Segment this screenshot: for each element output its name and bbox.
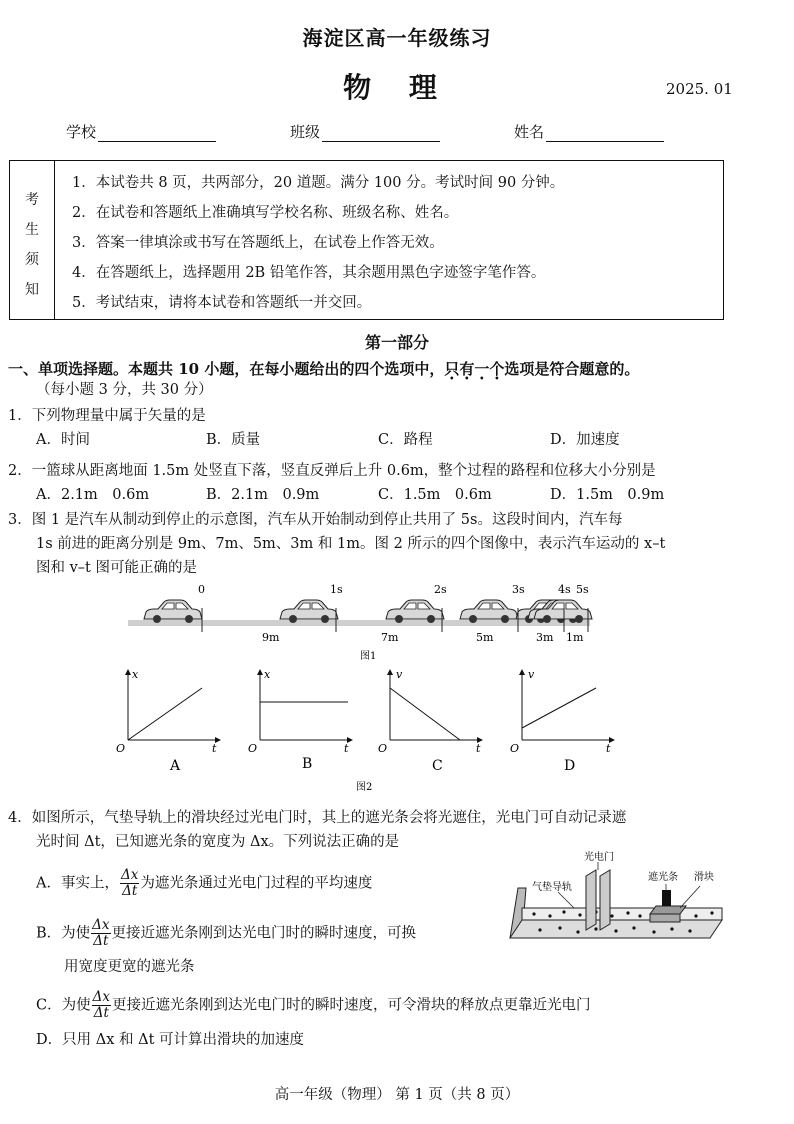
name-field — [514, 121, 664, 142]
figure-2-graphs — [108, 664, 628, 794]
graph-c-x-axis-label: t — [476, 742, 481, 755]
graph-a-y-axis-label: x — [132, 668, 139, 681]
notice-side-char: 知 — [25, 282, 39, 298]
q4-option-b-prefix: B．为使 — [36, 925, 91, 942]
q1-option-a[interactable]: A．时间 — [36, 432, 90, 448]
shading-strip-label: 遮光条 — [648, 872, 678, 883]
graph-d-origin: O — [510, 742, 520, 755]
photogate-label: 光电门 — [584, 852, 614, 863]
time-mark: 4s — [558, 583, 571, 596]
emphasis-char: 一 — [474, 360, 490, 378]
notice-side-label — [10, 161, 55, 319]
fraction-numerator: Δx — [120, 867, 139, 883]
figure-1-caption: 图1 — [360, 651, 377, 662]
class-label: 班级 — [290, 123, 321, 141]
graph-c-line — [390, 688, 460, 740]
notice-item: 3．答案一律填涂或书写在答题纸上，在试卷上作答无效。 — [72, 235, 444, 251]
figure-2-caption: 图2 — [356, 782, 373, 793]
section-heading-main: 一、单项选择题。本题共 10 小题，在每小题给出的四个选项中， — [8, 360, 445, 378]
q1-option-d[interactable]: D．加速度 — [550, 432, 620, 448]
notice-side-char: 生 — [25, 222, 39, 238]
class-field — [290, 121, 440, 142]
graph-d-y-axis-label: v — [528, 668, 535, 681]
graph-b[interactable] — [248, 668, 352, 772]
emphasis-char: 个 — [489, 360, 505, 378]
graph-c-label: C — [432, 758, 443, 774]
velocity-fraction — [120, 868, 139, 899]
part-title: 第一部分 — [364, 333, 429, 352]
notice-side-char: 考 — [25, 192, 39, 208]
graph-b-origin: O — [248, 742, 258, 755]
notice-side-char: 须 — [25, 252, 39, 268]
time-mark: 2s — [434, 583, 447, 596]
q4-option-a-prefix: A．事实上， — [36, 875, 119, 892]
school-label: 学校 — [66, 123, 97, 141]
air-track-label: 气垫导轨 — [532, 882, 572, 893]
air-track — [522, 908, 722, 920]
class-blank[interactable] — [322, 123, 440, 142]
figure-1-braking-diagram — [120, 578, 600, 664]
graph-a[interactable] — [116, 668, 220, 774]
graph-a-line — [128, 688, 202, 740]
time-mark: 0 — [198, 583, 205, 596]
section-note: （每小题 3 分，共 30 分） — [36, 382, 213, 398]
q4-stem-line1: 4．如图所示，气垫导轨上的滑块经过光电门时，其上的遮光条会将光遮住，光电门可自动记录遮 — [8, 810, 627, 826]
q2-option-a[interactable]: A．2.1m 0.6m — [36, 487, 150, 503]
school-field — [66, 121, 216, 142]
fraction-numerator: Δx — [92, 917, 110, 933]
distance-label: 5m — [476, 631, 494, 644]
emphasis-char: 只 — [444, 360, 460, 378]
distance-label: 1m — [566, 631, 584, 644]
slider-label: 滑块 — [694, 872, 714, 883]
graph-d-label: D — [564, 758, 576, 774]
q3-stem-line3: 图和 v–t 图可能正确的是 — [36, 560, 197, 576]
name-blank[interactable] — [546, 123, 664, 142]
school-blank[interactable] — [98, 123, 216, 142]
q2-option-c[interactable]: C．1.5m 0.6m — [378, 487, 492, 503]
q1-stem: 1．下列物理量中属于矢量的是 — [8, 408, 206, 424]
graph-c[interactable] — [378, 668, 482, 774]
q4-option-c-text: 更接近遮光条刚到达光电门时的瞬时速度，可令滑块的释放点更靠近光电门 — [111, 997, 591, 1014]
q2-option-b[interactable]: B．2.1m 0.9m — [206, 487, 320, 503]
distance-label: 3m — [536, 631, 554, 644]
exam-notice-box — [9, 160, 724, 320]
q4-option-c[interactable] — [36, 990, 590, 1021]
graph-a-label: A — [170, 758, 181, 774]
car-icon — [460, 600, 518, 623]
fraction-denominator: Δt — [93, 933, 109, 949]
q4-option-c-prefix: C．为使 — [36, 997, 91, 1014]
time-mark: 3s — [512, 583, 525, 596]
air-track-apparatus — [500, 850, 726, 950]
page-footer: 高一年级（物理） 第 1 页（共 8 页） — [274, 1087, 520, 1103]
name-label: 姓名 — [514, 123, 545, 141]
time-mark: 1s — [330, 583, 343, 596]
car-icon — [280, 600, 338, 623]
q4-option-b-text: 更接近遮光条刚到达光电门时的瞬时速度，可换 — [111, 925, 417, 942]
fraction-denominator: Δt — [122, 883, 138, 899]
notice-item: 1．本试卷共 8 页，共两部分，20 道题。满分 100 分。考试时间 90 分钟。 — [72, 175, 565, 191]
photogate — [586, 870, 596, 930]
graph-d-line — [522, 688, 596, 728]
graph-d-x-axis-label: t — [606, 742, 611, 755]
notice-item: 5．考试结束，请将本试卷和答题纸一并交回。 — [72, 295, 372, 311]
section-heading-emphasis — [444, 360, 504, 378]
graph-b-x-axis-label: t — [344, 742, 349, 755]
fraction-numerator: Δx — [92, 989, 110, 1005]
q1-option-b[interactable]: B．质量 — [206, 432, 261, 448]
shading-strip — [662, 890, 671, 906]
q4-option-b[interactable] — [36, 918, 416, 949]
section-heading — [8, 358, 639, 379]
q4-option-a-text: 为遮光条通过光电门过程的平均速度 — [140, 875, 373, 892]
time-mark: 5s — [576, 583, 589, 596]
q3-stem-line1: 3．图 1 是汽车从制动到停止的示意图，汽车从开始制动到停止共用了 5s。这段时间内，汽车每 — [8, 512, 623, 528]
distance-label: 7m — [381, 631, 399, 644]
fraction-denominator: Δt — [93, 1005, 109, 1021]
graph-b-y-axis-label: x — [264, 668, 271, 681]
graph-c-y-axis-label: v — [396, 668, 403, 681]
q4-option-d[interactable]: D．只用 Δx 和 Δt 可计算出滑块的加速度 — [36, 1032, 305, 1048]
graph-a-origin: O — [116, 742, 126, 755]
q4-stem-line2: 光时间 Δt，已知遮光条的宽度为 Δx。下列说法正确的是 — [36, 834, 400, 850]
q2-stem: 2．一篮球从距离地面 1.5m 处竖直下落，竖直反弹后上升 0.6m，整个过程的路程和位移大小分别是 — [8, 463, 656, 479]
q3-stem-line2: 1s 前进的距离分别是 9m、7m、5m、3m 和 1m。图 2 所示的四个图像中，表示汽车运动的 x–t — [36, 536, 666, 552]
graph-c-origin: O — [378, 742, 388, 755]
velocity-fraction — [91, 918, 110, 949]
distance-label: 9m — [262, 631, 280, 644]
notice-item: 4．在答题纸上，选择题用 2B 铅笔作答，其余题用黑色字迹签字笔作答。 — [72, 265, 546, 281]
graph-b-label: B — [302, 756, 313, 772]
q1-option-c[interactable]: C．路程 — [378, 432, 433, 448]
exam-title: 海淀区高一年级练习 — [302, 26, 492, 50]
car-icon — [144, 600, 202, 623]
graph-a-x-axis-label: t — [212, 742, 217, 755]
velocity-fraction — [92, 990, 111, 1021]
emphasis-char: 有 — [459, 360, 475, 378]
car-icon — [386, 600, 444, 623]
section-heading-end: 选项是符合题意的。 — [504, 360, 640, 378]
exam-date: 2025. 01 — [666, 80, 733, 98]
q4-option-b-line2: 用宽度更宽的遮光条 — [64, 959, 195, 975]
graph-d[interactable] — [510, 668, 614, 774]
q2-option-d[interactable]: D．1.5m 0.9m — [550, 487, 665, 503]
q4-option-a[interactable] — [36, 868, 372, 899]
subject-title: 物 理 — [343, 71, 451, 104]
notice-item: 2．在试卷和答题纸上准确填写学校名称、班级名称、姓名。 — [72, 205, 459, 221]
road — [128, 620, 590, 626]
